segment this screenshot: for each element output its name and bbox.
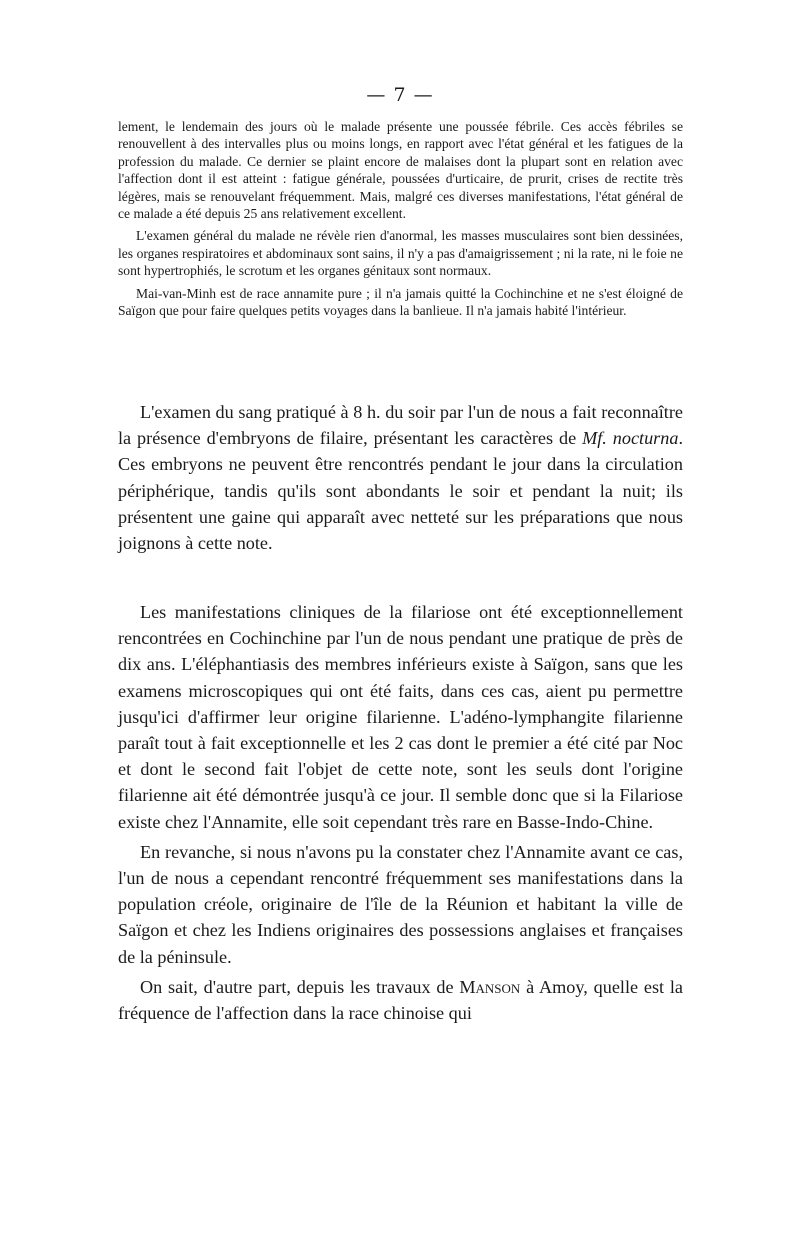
page-number: — 7 —: [366, 84, 434, 106]
discussion-block: [118, 599, 683, 1030]
blood-exam-block: [118, 399, 683, 560]
discussion-paragraph-1: Les manifestations cliniques de la filariose ont été exceptionnellement rencontrées en Cochinchine par l'un de nous pendant une pratique de près de dix ans. L'éléphantiasis des membres inférieurs existe à Saïgon, sans que les examens microscopiques qui ont été faits, dans ces cas, aient pu permettre jusqu'ici d'affirmer leur origine filarienne. L'adéno-lymphangite filarienne paraît tout à fait exceptionnelle et les 2 cas dont le premier a été cité par Noc et dont le second fait l'objet de cette note, sont les seuls dont l'origine filarienne ait été démontrée jusqu'à ce jour. Il semble donc que si la Filariose existe chez l'Annamite, elle soit cependant très rare en Basse-Indo-Chine.: [118, 602, 683, 832]
case-paragraph-origin: Mai-van-Minh est de race annamite pure ; il n'a jamais quitté la Cochinchine et ne s'est éloigné de Saïgon que pour faire quelques petits voyages dans la banlieue. Il n'a jamais habité l'intérieur.: [118, 285, 683, 319]
discussion-paragraph-3: [118, 974, 683, 1026]
case-paragraph-exam: L'examen général du malade ne révèle rien d'anormal, les masses musculaires sont bien dessinées, les organes respiratoires et abdominaux sont sains, il n'y a pas d'amaigrissement ; ni la rate, ni le foie ne sont hypertrophiés, le scrotum et les organes génitaux sont normaux.: [118, 228, 683, 279]
discussion-paragraph-2: En revanche, si nous n'avons pu la constater chez l'Annamite avant ce cas, l'un de nous a cependant rencontré fréquemment ses manifestations dans la population créole, originaire de l'île de la Réunion et habitant la ville de Saïgon et chez les Indiens originaires des possessions anglaises et françaises de la péninsule.: [118, 841, 683, 967]
case-paragraph-continued: lement, le lendemain des jours où le malade présente une poussée fébrile. Ces accès fébriles se renouvellent à des intervalles plus ou moins longs, en rapport avec l'état général et les fatigues de la profession du malade. Ce dernier se plaint encore de malaises dont la plupart sont en relation avec l'affection dont il est atteint : fatigue générale, poussées d'urticaire, de prurit, crises de rectite très légères, mais se renouvelant fréquemment. Mais, malgré ces diverses manifestations, l'état général de ce malade a été depuis 25 ans relativement excellent.: [118, 119, 683, 222]
species-name: Mf. nocturna: [582, 428, 679, 449]
blood-exam-text-end: . Ces embryons ne peuvent être rencontrés pendant le jour dans la circulation périphérique, tandis qu'ils sont abondants le soir et pendant la nuit; ils présentent une gaine qui apparaît avec netteté sur les préparations que nous joignons à cette note.: [118, 428, 683, 554]
author-name: Manson: [459, 976, 521, 997]
case-description-block: [118, 118, 683, 324]
discussion-p3-start: On sait, d'autre part, depuis les travaux de: [140, 976, 460, 997]
blood-exam-paragraph: [118, 399, 683, 556]
discussion-p3-end: à Amoy, quelle est la fréquence de l'affection dans la race chinoise qui: [118, 976, 683, 1024]
blood-exam-text-start: L'examen du sang pratiqué à 8 h. du soir par l'un de nous a fait reconnaître la présence d'embryons de filaire, présentant les caractères de: [118, 402, 683, 449]
